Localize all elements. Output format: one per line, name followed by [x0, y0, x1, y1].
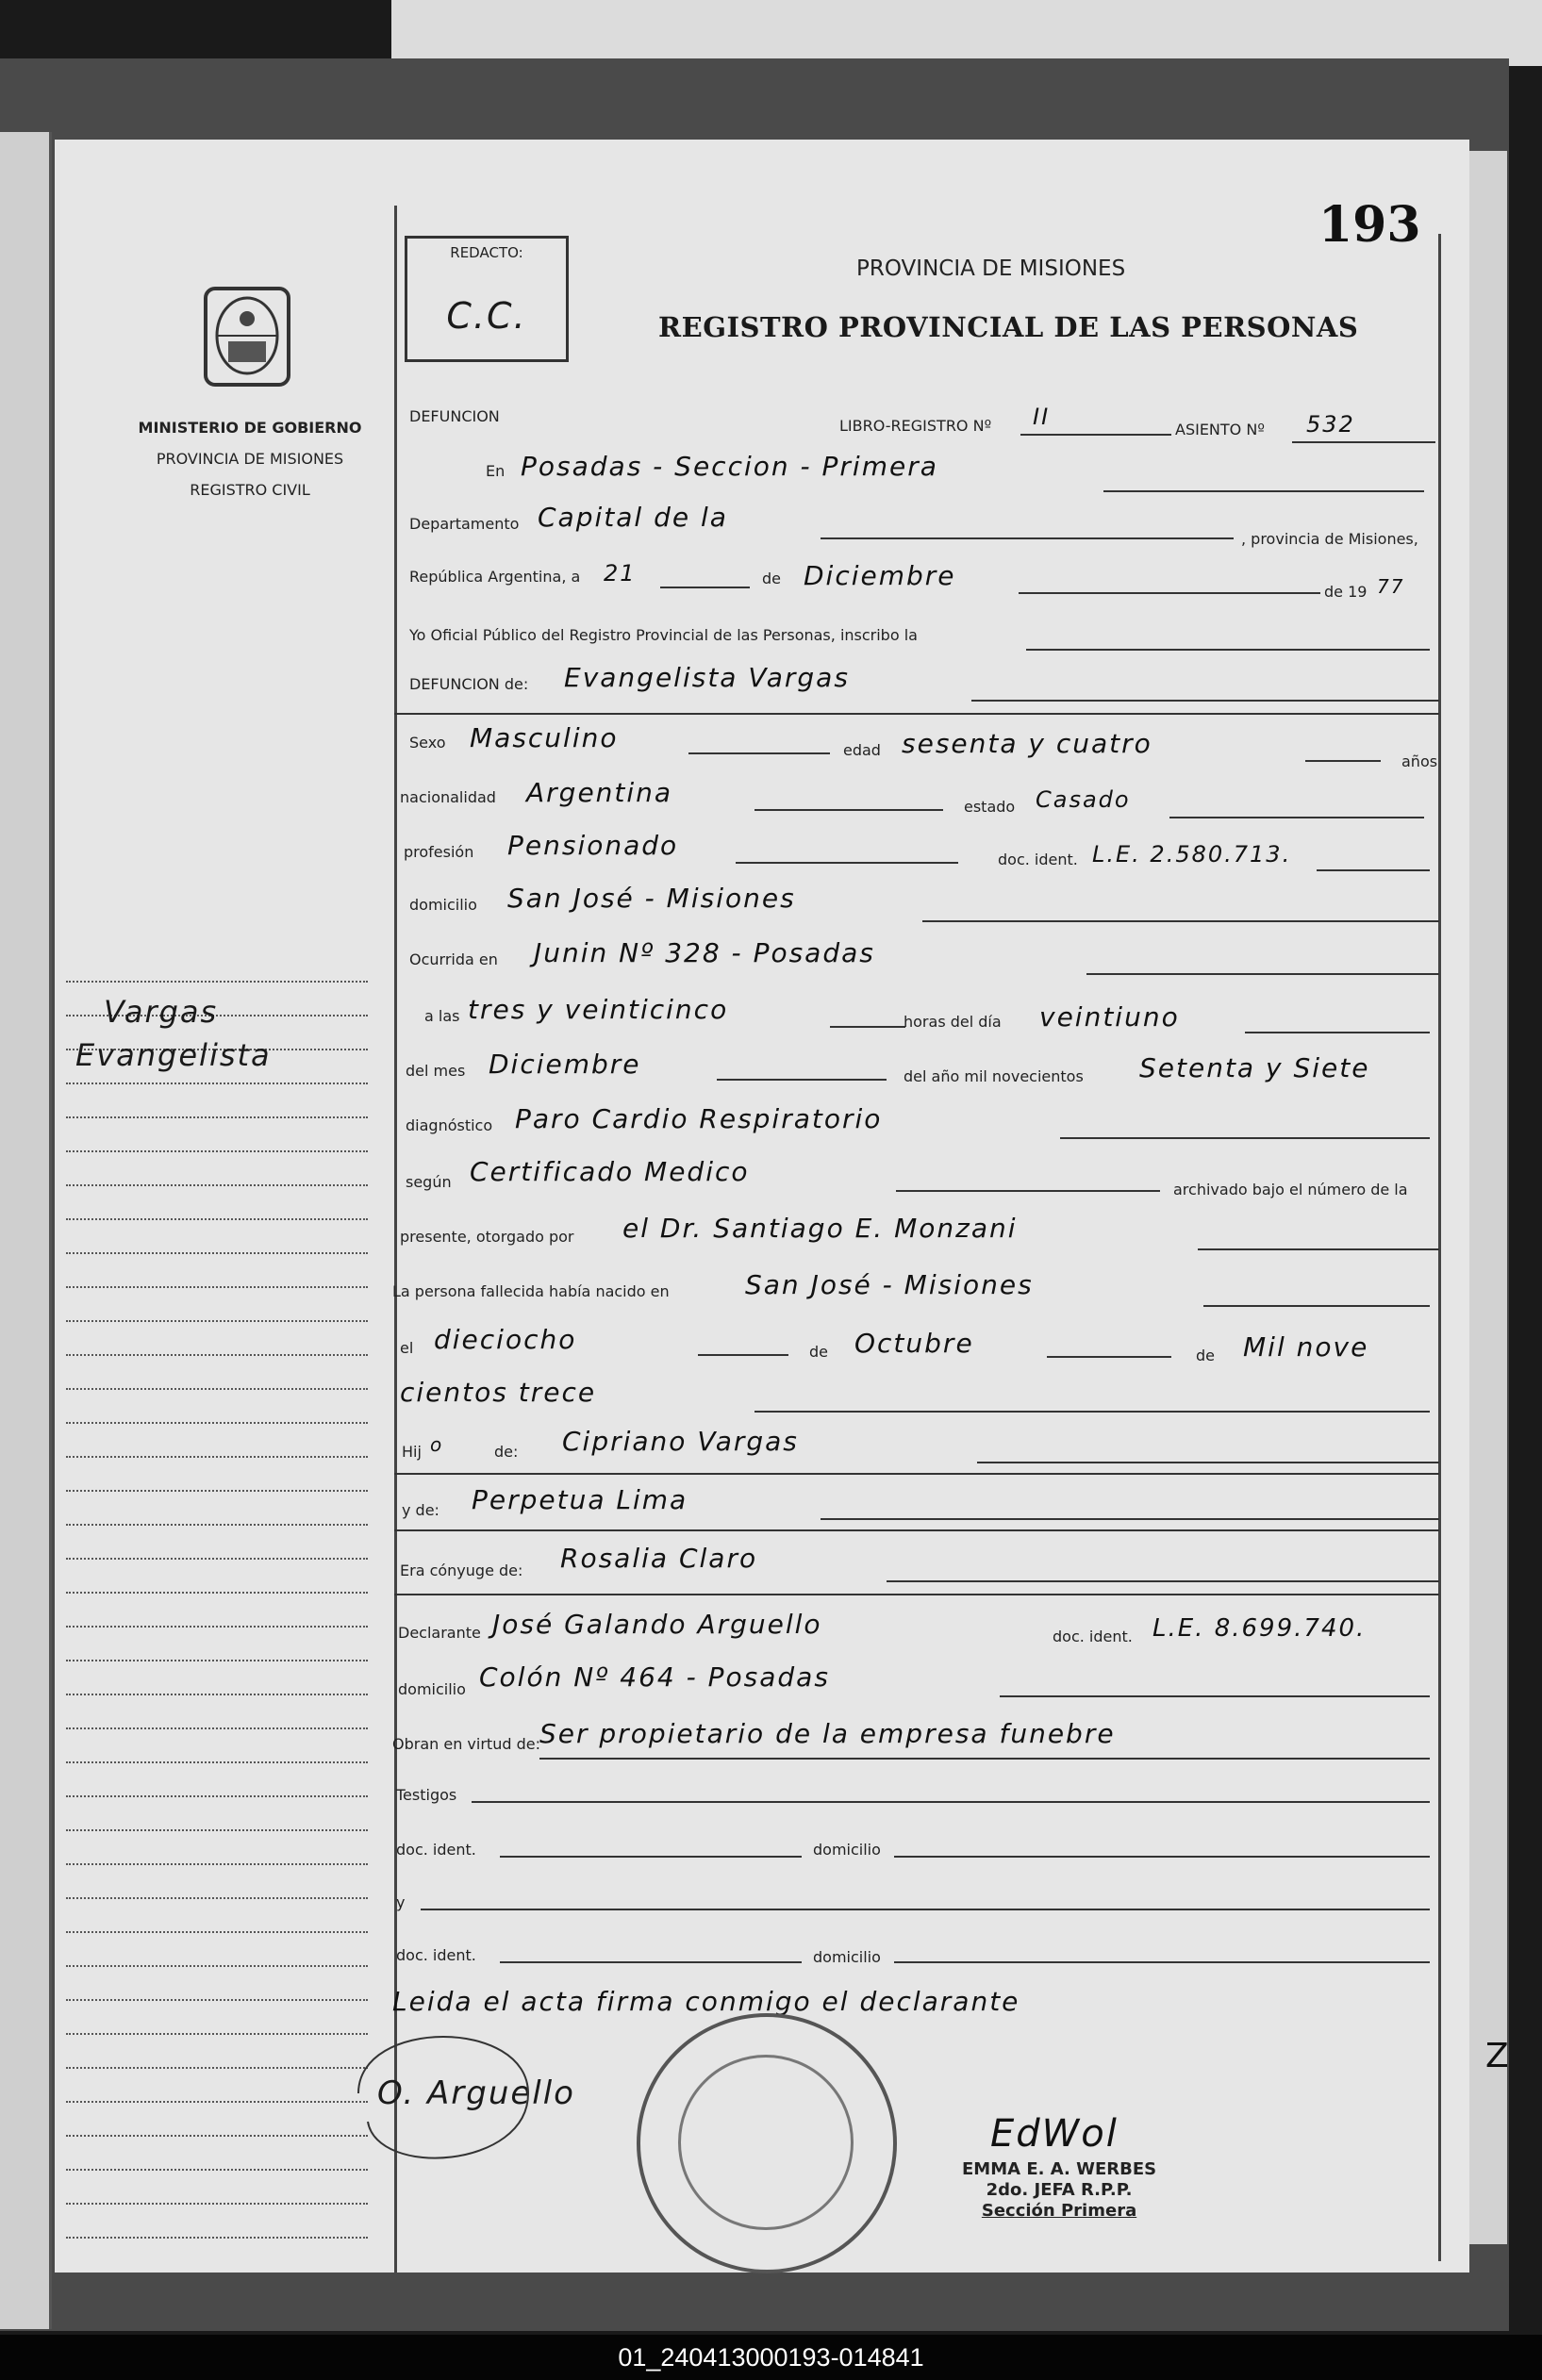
el-label: el	[400, 1339, 414, 1357]
defuncion-line1	[971, 700, 1439, 702]
defuncion-de-label: DEFUNCION de:	[409, 675, 529, 693]
asiento-label: ASIENTO Nº	[1175, 421, 1265, 438]
spouse-line	[887, 1580, 1439, 1582]
official-stamp	[637, 2013, 897, 2273]
sexo-value: Masculino	[470, 722, 619, 753]
sexo-line	[688, 752, 830, 754]
ocurrida-value: Junin Nº 328 - Posadas	[534, 937, 875, 968]
presente-line	[1198, 1248, 1439, 1250]
nacido-value: San José - Misiones	[745, 1269, 1034, 1300]
decl-doc-value: L.E. 8.699.740.	[1152, 1614, 1367, 1643]
sexo-label: Sexo	[409, 734, 446, 752]
margin-note-line1: Vargas	[104, 994, 219, 1030]
republica-label: República Argentina, a	[409, 568, 581, 586]
del-mes-label: del mes	[406, 1062, 466, 1080]
margin-dotted-line	[66, 1999, 368, 2001]
del-ano-value: Setenta y Siete	[1139, 1052, 1370, 1083]
coat-of-arms-icon	[200, 281, 294, 392]
margin-dotted-line	[66, 1965, 368, 1967]
horas-value: veintiuno	[1039, 1001, 1180, 1033]
horas-label: horas del día	[904, 1013, 1002, 1031]
decl-dom-line	[1000, 1695, 1430, 1697]
decl-dom-label: domicilio	[398, 1680, 466, 1698]
margin-dotted-line	[66, 1558, 368, 1560]
y-de-label: y de:	[402, 1501, 439, 1519]
defuncion-label: DEFUNCION	[409, 407, 500, 425]
t-dom2-label: domicilio	[813, 1948, 881, 1966]
signature-loop-icon	[340, 1999, 547, 2188]
right-rule	[1438, 234, 1441, 2261]
decl-doc-label: doc. ident.	[1053, 1628, 1133, 1645]
nacionalidad-line	[754, 809, 943, 811]
t-doc2-line	[500, 1961, 802, 1963]
page-stack-edge	[1469, 151, 1507, 2244]
diagnostico-value: Paro Cardio Respiratorio	[515, 1103, 883, 1134]
domicilio-value: San José - Misiones	[507, 883, 796, 914]
obran-value: Ser propietario de la empresa funebre	[539, 1718, 1116, 1749]
margin-dotted-line	[66, 1286, 368, 1288]
edad-value: sesenta y cuatro	[902, 728, 1152, 759]
margin-dotted-line	[66, 1524, 368, 1526]
hij-de-label: de:	[494, 1443, 519, 1461]
left-facing-page-edge	[0, 132, 52, 2329]
obran-label: Obran en virtud de:	[392, 1735, 540, 1753]
libro-line	[1020, 434, 1171, 436]
margin-dotted-line	[66, 1490, 368, 1492]
domicilio-label: domicilio	[409, 896, 477, 914]
diagnostico-label: diagnóstico	[406, 1116, 493, 1134]
asiento-line	[1292, 441, 1435, 443]
de2-value: Octubre	[854, 1328, 974, 1359]
margin-dotted-line	[66, 2237, 368, 2239]
margin-dotted-line	[66, 2101, 368, 2103]
margin-dotted-line	[66, 1694, 368, 1695]
margin-dotted-line	[66, 1660, 368, 1661]
official-title: 2do. JEFA R.P.P.	[986, 2180, 1133, 2200]
asiento-value: 532	[1306, 411, 1355, 438]
de2-label: de	[809, 1343, 828, 1361]
margin-note-line2: Evangelista	[75, 1037, 272, 1073]
t-dom2-line	[894, 1961, 1430, 1963]
yo-oficial-text: Yo Oficial Público del Registro Provincial de las Personas, inscribo la	[409, 626, 918, 644]
declarant-name: José Galando Arguello	[492, 1609, 822, 1640]
binder-clip-mark: Z	[1485, 2037, 1509, 2075]
margin-dotted-line	[66, 1150, 368, 1152]
ministry-block	[118, 419, 382, 512]
margin-dotted-line	[66, 2033, 368, 2035]
official-name: EMMA E. A. WERBES	[962, 2159, 1157, 2179]
ministry-registry: REGISTRO CIVIL	[190, 481, 310, 499]
del-mes-value: Diciembre	[489, 1049, 641, 1080]
t-dom1-label: domicilio	[813, 1841, 881, 1859]
official-signature: EdWol	[990, 2112, 1119, 2156]
margin-dotted-line	[66, 1761, 368, 1763]
redacto-value: C.C.	[446, 295, 527, 337]
de-ano-label: de 19	[1324, 583, 1368, 601]
margin-dotted-line	[66, 1795, 368, 1797]
closing-statement: Leida el acta firma conmigo el declarante	[392, 1986, 1020, 2017]
margin-dotted-line	[66, 1252, 368, 1254]
a-las-label: a las	[424, 1007, 460, 1025]
nacionalidad-value: Argentina	[526, 777, 673, 808]
segun-line	[896, 1190, 1160, 1192]
t-doc1-line	[500, 1856, 802, 1858]
de3-value: Mil nove	[1243, 1331, 1369, 1363]
mother-line2	[394, 1529, 1439, 1531]
margin-dotted-line	[66, 1897, 368, 1899]
libro-label: LIBRO-REGISTRO Nº	[839, 417, 992, 435]
official-section: Sección Primera	[981, 2201, 1137, 2221]
anos-label: años	[1401, 752, 1438, 770]
ano-value: 77	[1377, 575, 1405, 598]
nacido-label: La persona fallecida había nacido en	[392, 1282, 670, 1300]
deceased-name: Evangelista Vargas	[564, 662, 850, 693]
father-name: Cipriano Vargas	[562, 1426, 799, 1457]
testigos-label: Testigos	[396, 1786, 457, 1804]
margin-dotted-line	[66, 1116, 368, 1118]
cientos-value: cientos trece	[400, 1377, 597, 1408]
departamento-value: Capital de la	[538, 502, 728, 533]
father-line	[977, 1462, 1439, 1463]
nacido-line	[1203, 1305, 1430, 1307]
estado-value: Casado	[1036, 786, 1131, 813]
footer-bar	[0, 2335, 1542, 2380]
ocurrida-line	[1086, 973, 1439, 975]
registry-heading: REGISTRO PROVINCIAL DE LAS PERSONAS	[658, 311, 1359, 343]
margin-dotted-line	[66, 1083, 368, 1084]
presente-value: el Dr. Santiago E. Monzani	[622, 1213, 1018, 1244]
t-y-line	[421, 1909, 1430, 1910]
en-value: Posadas - Seccion - Primera	[521, 451, 938, 482]
margin-dotted-line	[66, 1863, 368, 1865]
margin-note	[75, 990, 272, 1077]
de-label: de	[762, 570, 781, 587]
ocurrida-label: Ocurrida en	[409, 950, 498, 968]
defuncion-line2	[394, 713, 1439, 715]
declarante-label: Declarante	[398, 1624, 481, 1642]
doc-value: L.E. 2.580.713.	[1092, 841, 1292, 868]
dia-line	[660, 587, 750, 588]
conyuge-label: Era cónyuge de:	[400, 1562, 523, 1579]
a-las-line	[830, 1026, 905, 1028]
father-line2	[394, 1473, 1439, 1475]
horas-line	[1245, 1032, 1430, 1033]
profesion-line	[736, 862, 958, 864]
page-number: 193	[1318, 196, 1421, 254]
profesion-value: Pensionado	[507, 830, 679, 861]
en-line	[1103, 490, 1424, 492]
margin-dotted-line	[66, 1727, 368, 1729]
margin-dotted-line	[66, 1626, 368, 1628]
departamento-label: Departamento	[409, 515, 520, 533]
el-value: dieciocho	[434, 1324, 577, 1355]
official-name-stamp	[962, 2159, 1156, 2222]
doc-line	[1317, 869, 1430, 871]
margin-dotted-line	[66, 1456, 368, 1458]
archivado-label: archivado bajo el número de la	[1173, 1181, 1408, 1198]
redacto-box	[405, 236, 569, 362]
libro-value: II	[1033, 404, 1051, 430]
nacionalidad-label: nacionalidad	[400, 788, 496, 806]
del-mes-line	[717, 1079, 887, 1081]
declarant-signature: O. Arguello	[377, 2074, 575, 2112]
estado-line	[1169, 817, 1424, 818]
margin-dotted-line	[66, 1184, 368, 1186]
margin-dotted-line	[66, 1422, 368, 1424]
dia-value: 21	[604, 560, 637, 587]
margin-dotted-line	[66, 1354, 368, 1356]
t-dom1-line	[894, 1856, 1430, 1858]
del-ano-label: del año mil novecientos	[904, 1067, 1084, 1085]
edad-label: edad	[843, 741, 881, 759]
de2-line	[1047, 1356, 1171, 1358]
mother-name: Perpetua Lima	[472, 1484, 688, 1515]
estado-label: estado	[964, 798, 1016, 816]
ministry-name: MINISTERIO DE GOBIERNO	[138, 419, 362, 437]
t-doc2-label: doc. ident.	[396, 1946, 476, 1964]
mes-line	[1019, 592, 1320, 594]
testigos-line	[472, 1801, 1430, 1803]
hij-label: Hij	[402, 1443, 422, 1461]
redacto-label: REDACTO:	[450, 244, 523, 261]
province-heading: PROVINCIA DE MISIONES	[856, 256, 1126, 281]
hij-value: o	[430, 1433, 444, 1456]
mes-value: Diciembre	[804, 560, 956, 591]
margin-dotted-line	[66, 2067, 368, 2069]
cientos-line	[754, 1411, 1430, 1413]
en-label: En	[486, 462, 506, 480]
de3-label: de	[1196, 1347, 1215, 1364]
margin-dotted-line	[66, 981, 368, 983]
obran-line	[539, 1758, 1430, 1760]
margin-dotted-line	[66, 1320, 368, 1322]
segun-value: Certificado Medico	[470, 1156, 750, 1187]
margin-dotted-line	[66, 2203, 368, 2205]
profesion-label: profesión	[404, 843, 474, 861]
segun-label: según	[406, 1173, 452, 1191]
spouse-line2	[394, 1594, 1439, 1595]
domicilio-line	[922, 920, 1439, 922]
margin-dotted-line	[66, 2169, 368, 2171]
margin-dotted-line	[66, 1388, 368, 1390]
departamento-line	[821, 537, 1234, 539]
a-las-value: tres y veinticinco	[468, 994, 729, 1025]
diagnostico-line	[1060, 1137, 1430, 1139]
file-id: 01_240413000193-014841	[618, 2343, 924, 2372]
margin-dotted-line	[66, 1829, 368, 1831]
margin-dotted-line	[66, 1218, 368, 1220]
t-y-label: y	[396, 1893, 406, 1911]
el-line	[698, 1354, 788, 1356]
presente-label: presente, otorgado por	[400, 1228, 574, 1246]
mother-line	[821, 1518, 1439, 1520]
stamp-inner-ring	[678, 2055, 854, 2230]
yo-oficial-line	[1026, 649, 1430, 651]
t-doc1-label: doc. ident.	[396, 1841, 476, 1859]
margin-dotted-line	[66, 1931, 368, 1933]
margin-dotted-line	[66, 1592, 368, 1594]
top-background-edge	[391, 0, 1542, 66]
decl-dom-value: Colón Nº 464 - Posadas	[479, 1661, 830, 1693]
edad-line	[1305, 760, 1381, 762]
margin-dotted-line	[66, 2135, 368, 2137]
ministry-province: PROVINCIA DE MISIONES	[156, 450, 344, 468]
provincia-label: , provincia de Misiones,	[1241, 530, 1418, 548]
spouse-name: Rosalia Claro	[560, 1543, 758, 1574]
doc-label: doc. ident.	[998, 851, 1078, 868]
